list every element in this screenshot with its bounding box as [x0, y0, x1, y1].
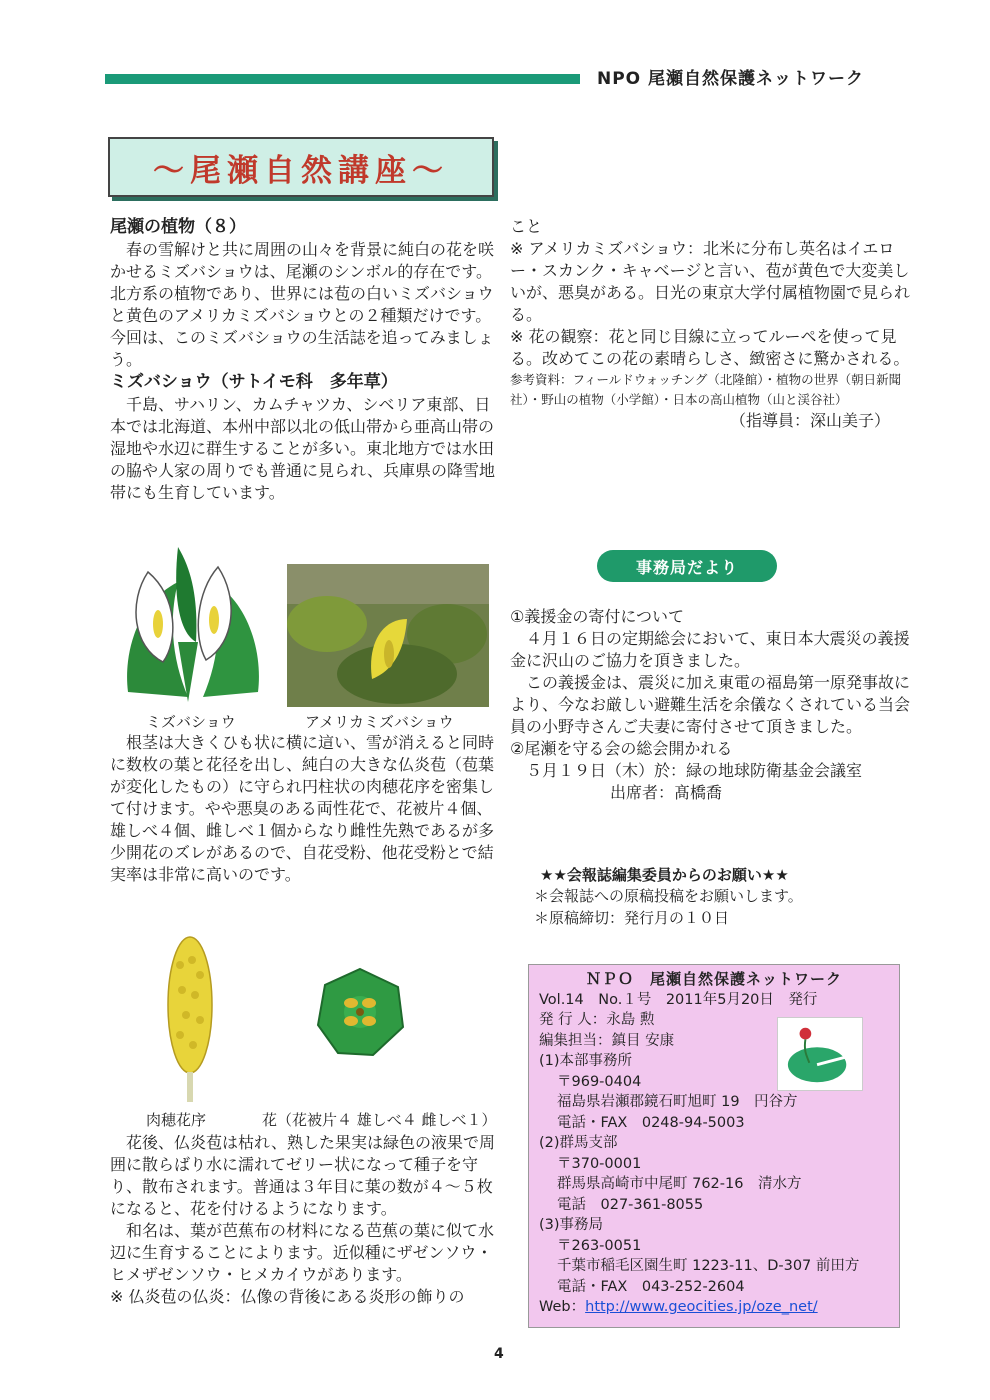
- distribution-paragraph: 千島、サハリン、カムチャツカ、シベリア東部、日本では北海道、本州中部以北の低山帯から亜高山帯の湿地や水辺に群生することが多い。東北地方では水田の脇や人家の周りでも普通に見られ、兵庫県の降雪地帯にも生育しています。: [110, 395, 495, 502]
- info-hq-zip: 〒969-0404: [557, 1073, 642, 1090]
- info-volume: Vol.14 No.１号 2011年5月20日 発行: [539, 991, 818, 1008]
- info-box: [528, 964, 900, 1328]
- info-publisher: 発 行 人：永島 勲: [539, 1012, 655, 1028]
- water-lily-stamp: [777, 1017, 863, 1091]
- caption-spadix: 肉穂花序: [146, 1111, 207, 1129]
- info-hq-label: (1)本部事務所: [539, 1053, 633, 1069]
- mizubasho-illustration: [118, 542, 268, 707]
- instructor: （指導員：深山美子）: [729, 411, 890, 430]
- title-box: [108, 137, 494, 197]
- heading-plants: 尾瀬の植物（８）: [110, 217, 246, 237]
- right-column-top: [510, 216, 910, 432]
- header-rule: [105, 74, 580, 84]
- info-office-address: 千葉市稲毛区園生町 1223-11、D-307 前田方: [557, 1258, 860, 1274]
- note-buttsuen: ※ 仏炎苞の仏炎：仏像の背後にある炎形の飾りの: [110, 1287, 465, 1306]
- info-office-label: (3)事務局: [539, 1217, 604, 1233]
- flower-illustration: [313, 965, 408, 1060]
- info-web: [539, 1297, 889, 1318]
- fruit-paragraph: 花後、仏炎苞は枯れ、熟した果実は緑色の液果で周囲に散らばり水に濡れてゼリー状になって種子を守り、散布されます。普通は３年目に葉の数が４～５枚になると、花を付けるようになります。: [110, 1133, 495, 1218]
- note-continuation: こと: [510, 217, 543, 236]
- info-web-link[interactable]: http://www.geocities.jp/oze_net/: [585, 1299, 818, 1315]
- american-skunk-cabbage-photo: [287, 564, 489, 707]
- info-title: ＮＰＯ 尾瀬自然保護ネットワーク: [585, 970, 842, 988]
- note-american-mizubasho: ※ アメリカミズバショウ：北米に分布し英名はイエロー・スカンク・キャベージと言い、苞が黄色で大変美しいが、悪臭がある。日光の東京大学付属植物園で見られる。: [510, 239, 911, 324]
- spadix-illustration: [160, 935, 220, 1105]
- item2-line2: 出席者：髙橋喬: [610, 783, 723, 802]
- heading-mizubasho: ミズバショウ（サトイモ科 多年草）: [110, 372, 398, 392]
- caption-mizubasho: ミズバショウ: [146, 713, 236, 731]
- references: 参考資料：フィールドウォッチング（北隆館）・植物の世界（朝日新聞社）・野山の植物（小学館）・日本の高山植物（山と渓谷社）: [510, 372, 902, 407]
- info-office-phone: 電話・FAX 043-252-2604: [557, 1278, 745, 1295]
- info-gunma-phone: 電話 027-361-8055: [557, 1196, 704, 1213]
- item2-title: ②尾瀬を守る会の総会開かれる: [510, 739, 733, 758]
- caption-flower: 花（花被片４ 雄しべ４ 雌しべ１）: [262, 1111, 497, 1129]
- intro-paragraph: 春の雪解けと共に周囲の山々を背景に純白の花を咲かせるミズバショウは、尾瀬のシンボル的存在です。北方系の植物であり、世界には苞の白いミズバショウと黄色のアメリカミズバショウとの２種類だけです。今回は、このミズバショウの生活誌を追ってみましょう。: [110, 240, 495, 369]
- request-list: [534, 885, 803, 929]
- office-news: [510, 606, 910, 804]
- left-column-bottom: [110, 1132, 496, 1308]
- info-web-label: Web：: [539, 1299, 586, 1315]
- rhizome-paragraph: 根茎は大きくひも状に横に這い、雪が消えると同時に数枚の葉と花径を出し、純白の大きな仏炎苞（苞葉が変化したもの）に守られ円柱状の肉穂花序を密集して付けます。やや悪臭のある両性花で、花被片４個、雄しべ４個、雌しべ１個からなり雌性先熟であるが多少開花のズレがあるので、自花受粉、他花受粉とで結実率は非常に高いのです。: [110, 733, 495, 884]
- header-org-name: NPO 尾瀬自然保護ネットワーク: [597, 69, 865, 89]
- item1-paragraph2: この義援金は、震災に加え東電の福島第一原発事故により、今なお厳しい避難生活を余儀なくされている当会員の小野寺さんご夫妻に寄付させて頂きました。: [510, 673, 911, 736]
- caption-american-mizubasho: アメリカミズバショウ: [305, 713, 454, 731]
- request-title: ★★会報誌編集委員からのお願い★★: [540, 866, 789, 884]
- office-news-badge: 事務局だより: [597, 550, 777, 582]
- item2-line1: ５月１９日（木）於：緑の地球防衛基金会議室: [526, 761, 863, 780]
- note-observation: ※ 花の観察：花と同じ目線に立ってルーペを使って見る。改めてこの花の素晴らしさ、緻密さに驚かされる。: [510, 327, 910, 368]
- request-item-1: ＊会報誌への原稿投稿をお願いします。: [534, 887, 803, 905]
- item1-title: ①義援金の寄付について: [510, 607, 685, 626]
- name-origin-paragraph: 和名は、葉が芭蕉布の材料になる芭蕉の葉に似て水辺に生育することによります。近似種にザゼンソウ・ヒメザゼンソウ・ヒメカイウがあります。: [110, 1221, 495, 1284]
- page-number: 4: [494, 1346, 504, 1362]
- left-column-top: [110, 216, 496, 504]
- info-hq-address: 福島県岩瀬郡鏡石町旭町 19 円谷方: [557, 1094, 798, 1110]
- item1-paragraph1: ４月１６日の定期総会において、東日本大震災の義援金に沢山のご協力を頂きました。: [510, 629, 910, 670]
- request-item-2: ＊原稿締切：発行月の１０日: [534, 909, 730, 927]
- info-gunma-zip: 〒370-0001: [557, 1155, 642, 1172]
- info-gunma-label: (2)群馬支部: [539, 1135, 618, 1151]
- info-hq-phone: 電話・FAX 0248-94-5003: [557, 1114, 745, 1131]
- info-office-zip: 〒263-0051: [557, 1237, 642, 1254]
- info-editor: 編集担当：鎮目 安康: [539, 1032, 675, 1049]
- page-title: ～尾瀬自然講座～: [153, 152, 449, 189]
- info-gunma-address: 群馬県高崎市中尾町 762-16 清水方: [557, 1176, 802, 1192]
